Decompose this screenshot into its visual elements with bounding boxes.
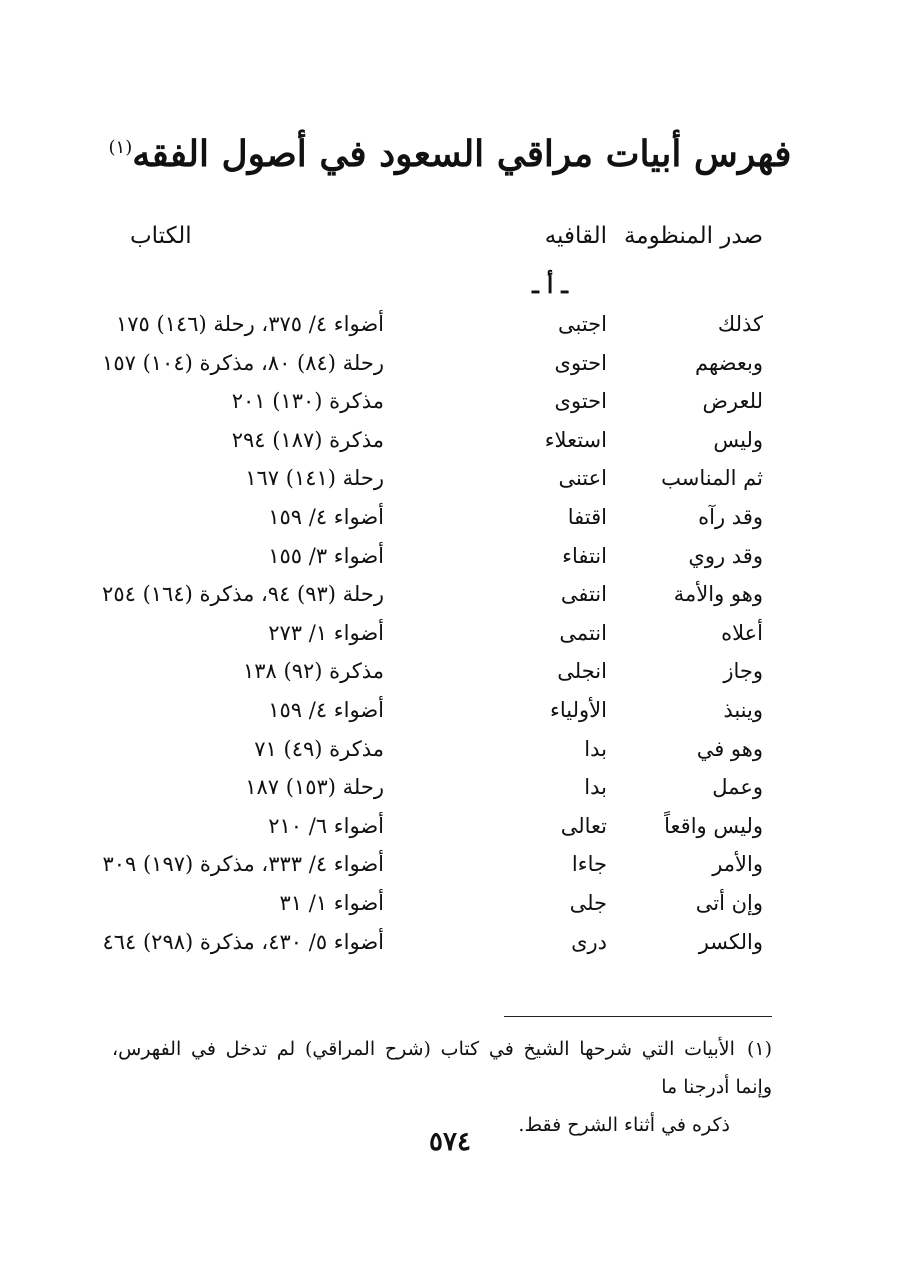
cell-qafiya: انجلى <box>557 659 607 684</box>
table-row <box>0 498 900 537</box>
cell-kitab: أضواء ٤/ ٣٣٣، مذكرة (١٩٧) ٣٠٩ <box>102 852 384 877</box>
cell-kitab: أضواء ٤/ ١٥٩ <box>268 697 384 722</box>
cell-sadr: وبعضهم <box>695 350 763 375</box>
footnote-line-2: ذكره في أثناء الشرح فقط. <box>518 1114 730 1136</box>
table-row <box>0 845 900 884</box>
cell-sadr: ثم المناسب <box>661 466 763 491</box>
table-row <box>0 884 900 923</box>
page-title-text: فهرس أبيات مراقي السعود في أصول الفقه <box>132 133 792 175</box>
cell-sadr: وليس <box>713 427 763 452</box>
cell-sadr: أعلاه <box>721 620 763 645</box>
cell-qafiya: انتمى <box>559 620 607 645</box>
cell-qafiya: استعلاء <box>544 427 607 452</box>
cell-kitab: أضواء ٤/ ١٥٩ <box>268 504 384 529</box>
table-row <box>0 768 900 807</box>
cell-qafiya: انتفاء <box>562 543 607 568</box>
table-row <box>0 344 900 383</box>
cell-qafiya: الأولياء <box>550 697 607 722</box>
cell-kitab: مذكرة (١٨٧) ٢٩٤ <box>231 427 384 452</box>
cell-sadr: كذلك <box>717 312 763 336</box>
cell-kitab: رحلة (١٤١) ١٦٧ <box>245 466 384 491</box>
page-title <box>0 118 900 184</box>
cell-kitab: رحلة (١٥٣) ١٨٧ <box>245 775 384 800</box>
cell-kitab: أضواء ٥/ ٤٣٠، مذكرة (٢٩٨) ٤٦٤ <box>102 929 384 954</box>
table-row <box>0 614 900 653</box>
page-number: ٥٧٤ <box>429 1127 471 1157</box>
table-row <box>0 421 900 460</box>
cell-kitab: مذكرة (١٣٠) ٢٠١ <box>231 389 384 414</box>
cell-sadr: والأمر <box>712 852 763 877</box>
cell-sadr: وهو في <box>696 736 763 761</box>
cell-kitab: رحلة (٩٣) ٩٤، مذكرة (١٦٤) ٢٥٤ <box>102 582 384 607</box>
cell-qafiya: درى <box>571 929 607 954</box>
cell-sadr: وجاز <box>723 659 763 684</box>
cell-kitab: مذكرة (٤٩) ٧١ <box>254 736 384 761</box>
table-row <box>0 575 900 614</box>
table-row <box>0 459 900 498</box>
cell-qafiya: اجتبى <box>558 312 607 336</box>
cell-kitab: أضواء ١/ ٢٧٣ <box>268 620 384 645</box>
cell-kitab: أضواء ٣/ ١٥٥ <box>268 543 384 568</box>
cell-qafiya: اعتنى <box>558 466 607 491</box>
table-row <box>0 537 900 576</box>
table-row <box>0 730 900 769</box>
header-qafiya: القافيه <box>544 223 607 249</box>
title-footnote-marker: (١) <box>108 137 133 158</box>
cell-sadr: وإن أتى <box>695 890 763 915</box>
cell-qafiya: انتفى <box>560 582 607 607</box>
section-letter: ـ أ ـ <box>532 272 568 299</box>
cell-qafiya: تعالى <box>560 813 607 838</box>
cell-qafiya: جلى <box>569 890 607 915</box>
index-table <box>0 305 900 961</box>
cell-sadr: والكسر <box>698 929 763 954</box>
table-row <box>0 691 900 730</box>
footnote-separator <box>504 1016 772 1017</box>
footnote-line-1: الأبيات التي شرحها الشيخ في كتاب (شرح المراقي) لم تدخل في الفهرس، وإنما أدرجنا ما <box>112 1038 772 1098</box>
cell-sadr: وهو والأمة <box>673 582 763 607</box>
footnote-marker: (١) <box>746 1038 772 1060</box>
cell-sadr: للعرض <box>702 389 763 414</box>
cell-kitab: أضواء ١/ ٣١ <box>279 890 384 915</box>
cell-kitab: أضواء ٤/ ٣٧٥، رحلة (١٤٦) ١٧٥ <box>115 312 384 336</box>
table-row <box>0 923 900 962</box>
cell-sadr: وعمل <box>712 775 763 800</box>
table-row <box>0 807 900 846</box>
cell-sadr: وينبذ <box>723 697 763 722</box>
cell-qafiya: بدا <box>584 775 607 800</box>
cell-sadr: وقد رآه <box>698 504 763 529</box>
cell-qafiya: احتوى <box>554 350 607 375</box>
header-sadr: صدر المنظومة <box>623 223 763 249</box>
cell-sadr: وليس واقعاً <box>664 813 763 838</box>
table-row <box>0 652 900 691</box>
cell-kitab: مذكرة (٩٢) ١٣٨ <box>242 659 384 684</box>
cell-kitab: رحلة (٨٤) ٨٠، مذكرة (١٠٤) ١٥٧ <box>102 350 384 375</box>
cell-sadr: وقد روي <box>688 543 763 568</box>
table-row <box>0 305 900 344</box>
cell-kitab: أضواء ٦/ ٢١٠ <box>268 813 384 838</box>
cell-qafiya: بدا <box>584 736 607 761</box>
cell-qafiya: جاءا <box>571 852 607 877</box>
cell-qafiya: اقتفا <box>567 504 607 529</box>
header-kitab: الكتاب <box>130 223 192 249</box>
table-row <box>0 382 900 421</box>
cell-qafiya: احتوى <box>554 389 607 414</box>
